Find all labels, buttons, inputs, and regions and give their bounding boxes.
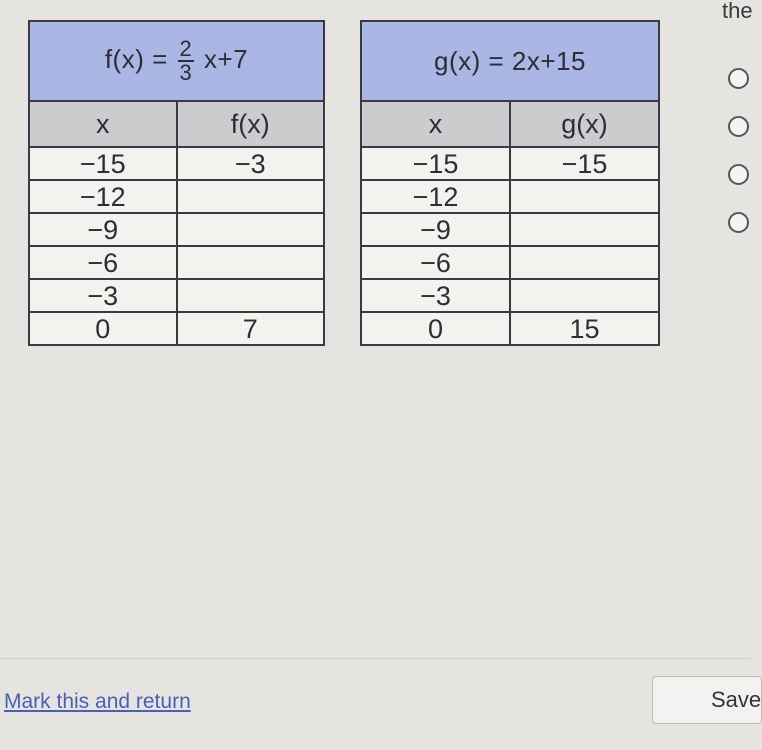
table-f-header-x: x	[29, 101, 177, 147]
function-table-g	[360, 20, 660, 346]
answer-option-radio[interactable]	[728, 164, 749, 185]
answer-option-radio[interactable]	[728, 212, 749, 233]
table-g-gx-cell[interactable]	[510, 246, 659, 279]
table-f-header-fx: f(x)	[177, 101, 325, 147]
table-f-title-prefix: f(x) =	[104, 43, 168, 74]
table-g-x-cell: −3	[361, 279, 510, 312]
function-table-f	[28, 20, 325, 346]
table-row	[361, 312, 659, 345]
table-f-fraction	[178, 38, 195, 84]
table-g-header-gx: g(x)	[510, 101, 659, 147]
table-row	[29, 147, 324, 180]
table-row	[29, 180, 324, 213]
table-f-title	[29, 21, 324, 101]
table-f-fx-cell[interactable]: −3	[177, 147, 325, 180]
table-f-fx-cell[interactable]	[177, 246, 325, 279]
table-row	[29, 246, 324, 279]
table-g-gx-cell[interactable]	[510, 213, 659, 246]
table-f-fx-cell[interactable]: 7	[177, 312, 325, 345]
table-f-fraction-denominator: 3	[179, 60, 193, 85]
table-f-x-cell: −3	[29, 279, 177, 312]
table-g-x-cell: −6	[361, 246, 510, 279]
table-f-fraction-numerator: 2	[179, 36, 193, 61]
table-g-x-cell: −15	[361, 147, 510, 180]
table-f-x-cell: −15	[29, 147, 177, 180]
save-button[interactable]: Save	[652, 676, 762, 724]
table-row	[361, 213, 659, 246]
table-row	[361, 246, 659, 279]
table-f-x-cell: −9	[29, 213, 177, 246]
table-f-x-cell: 0	[29, 312, 177, 345]
table-f-fx-cell[interactable]	[177, 180, 325, 213]
question-instruction-text: the	[722, 0, 753, 23]
table-g-x-cell: −9	[361, 213, 510, 246]
table-g-gx-cell[interactable]: −15	[510, 147, 659, 180]
table-row	[361, 147, 659, 180]
table-f-x-cell: −12	[29, 180, 177, 213]
table-g-gx-cell[interactable]	[510, 279, 659, 312]
answer-option-radio[interactable]	[728, 116, 749, 137]
table-g-gx-cell[interactable]	[510, 180, 659, 213]
table-g-title: g(x) = 2x+15	[361, 21, 659, 101]
table-f-x-cell: −6	[29, 246, 177, 279]
table-row	[361, 180, 659, 213]
table-f-fx-cell[interactable]	[177, 279, 325, 312]
answer-option-radio[interactable]	[728, 68, 749, 89]
table-row	[29, 213, 324, 246]
table-g-header-x: x	[361, 101, 510, 147]
mark-and-return-link[interactable]: Mark this and return	[4, 690, 191, 713]
table-g-gx-cell[interactable]: 15	[510, 312, 659, 345]
table-row	[361, 279, 659, 312]
table-g-x-cell: −12	[361, 180, 510, 213]
table-f-title-suffix: x+7	[204, 43, 249, 74]
table-f-fx-cell[interactable]	[177, 213, 325, 246]
table-row	[29, 279, 324, 312]
table-g-x-cell: 0	[361, 312, 510, 345]
footer-divider	[0, 658, 750, 659]
table-row	[29, 312, 324, 345]
